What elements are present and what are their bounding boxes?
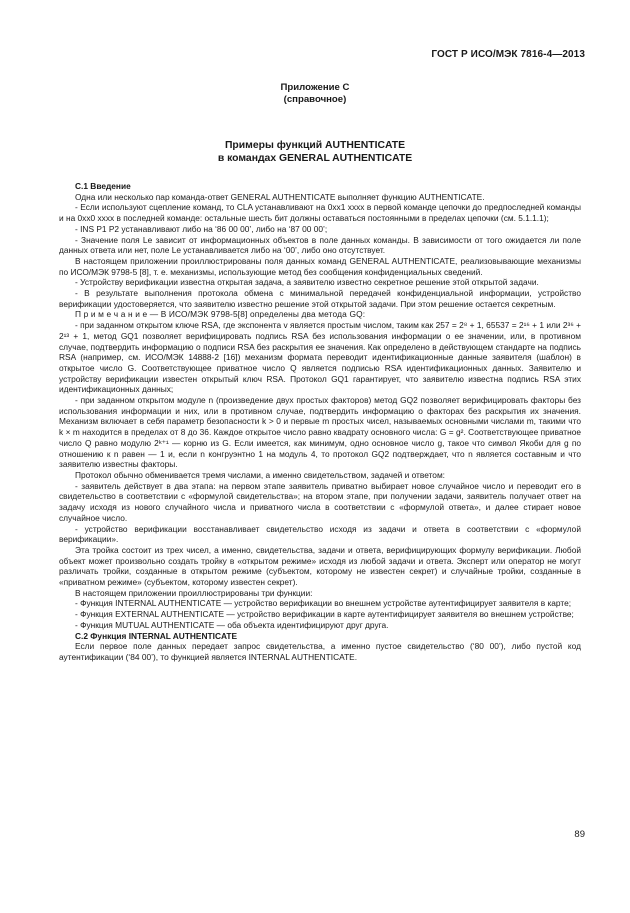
paragraph: В настоящем приложении проиллюстрированы поля данных команд GENERAL AUTHENTICATE, реализовывающие механизмы по ИСО/МЭК 9798-5 [8], т. е. механизмы, использующие метод без сообщения конфиденциальных сведений.	[59, 255, 581, 277]
paragraph: - Значение поля Le зависит от информационных объектов в поле данных команды. В зависимости от того ожидается ли поле данных ответа или нет, поле Le устанавливается либо на ‘00’, либо оно отсутствует.	[59, 234, 581, 256]
paragraph: - В результате выполнения протокола обмена с минимальной передачей конфиденциальной информации, устройство верификации удостоверяется, что заявителю известно решение этой открытой задачи. При этом решение остается секретным.	[59, 288, 581, 309]
paragraph: - Функция EXTERNAL AUTHENTICATE — устройство верификации в карте аутентифицирует заявителя во внешнем устройстве;	[75, 609, 574, 620]
paragraph: - заявитель действует в два этапа: на первом этапе заявитель приватно выбирает новое случайное число и переводит его в свидетельство в соответствии с «формулой свидетельства»; на втором этапе, при получении задачи, заявитель получает ответ на задачу исходя из нового случайного числа и приватного числа в соответствии с «формулой ответа», и далее стирает новое случайное число.	[59, 480, 581, 523]
note-paragraph: П р и м е ч а н и е — В ИСО/МЭК 9798-5[8] определены два метода GQ:	[75, 309, 366, 320]
paragraph: Одна или несколько пар команда-ответ GENERAL AUTHENTICATE выполняет функцию AUTHENTICATE.	[75, 191, 485, 202]
paragraph: - Устройству верификации известна открытая задача, а заявителю известно секретное решение этой открытой задачи.	[75, 277, 539, 288]
annex-title: Приложение С	[280, 82, 350, 93]
section-heading: С.1 Введение	[75, 181, 131, 191]
title-line-1: Примеры функций AUTHENTICATE	[224, 140, 406, 151]
standard-header: ГОСТ Р ИСО/МЭК 7816-4—2013	[431, 49, 585, 60]
paragraph: - INS P1 P2 устанавливают либо на ‘86 00 00’, либо на ‘87 00 00’;	[75, 223, 328, 234]
annex-subtitle: (справочное)	[283, 94, 347, 105]
document-body	[59, 181, 581, 663]
paragraph: - Функция INTERNAL AUTHENTICATE — устройство верификации во внешнем устройстве аутентифицирует заявителя в карте;	[75, 598, 572, 609]
paragraph: Если первое поле данных передает запрос свидетельства, а именно пустое свидетельство (‘80 00’), либо пустой код аутентификации (‘84 00’), то функцией является INTERNAL AUTHENTICATE.	[59, 641, 581, 662]
section-heading: С.2 Функция INTERNAL AUTHENTICATE	[75, 630, 238, 641]
annex-main-title	[0, 139, 630, 165]
paragraph: В настоящем приложении проиллюстрированы три функции:	[75, 587, 313, 598]
paragraph: Эта тройка состоит из трех чисел, а именно, свидетельства, задачи и ответа, верифицирующих формулу верификации. Любой объект может произвольно создать тройку в «открытом режиме» исходя из любой задачи и ответа. Эксперт или оператор не могут различать тройки, созданные в открытом режиме (субъектом, которому не известен секрет) и случайные тройки, созданные в «приватном режиме» (субъектом, которому известен секрет).	[59, 544, 581, 588]
paragraph: - Функция MUTUAL AUTHENTICATE — оба объекта идентифицируют друг друга.	[75, 619, 389, 630]
title-line-2: в командах GENERAL AUTHENTICATE	[217, 153, 413, 164]
annex-heading	[0, 82, 630, 106]
paragraph: - при заданном открытом ключе RSA, где экспонента v является простым числом, таким как 257 = 2⁸ + 1, 65537 = 2¹⁶ + 1 или 2³⁶ + 2¹³ + 1, метод GQ1 позволяет верифицировать подпись RSA без использования информации о ее значении, или, в противном случае, подтвердить информацию о подписи RSA без раскрытия ее значения. Как определено в действующем стандарте на подпись RSA (например, см. ИСО/МЭК 14888-2 [16]) механизм формата переводит идентификационные данные заявителя (шаблон) в открытое число G. Соответствующее приватное число Q является подписью RSA идентификационных данных. Заявителю и устройству верификации известен открытый ключ RSA. Протокол GQ1 гарантирует, что заявителю известна подпись RSA этих идентификационных данных;	[59, 320, 581, 395]
paragraph: Протокол обычно обменивается тремя числами, а именно свидетельством, задачей и ответом:	[75, 469, 445, 480]
page-number: 89	[574, 829, 585, 840]
paragraph: - устройство верификации восстанавливает свидетельство исходя из задачи и ответа в соответствии с «формулой верификации».	[59, 523, 581, 545]
paragraph: - при заданном открытом модуле n (произведение двух простых факторов) метод GQ2 позволяет верифицировать факторы без использования информации и них, или в противном случае, подтвердить информацию о факторах без раскрытия их значения. Механизм включает в себя параметр безопасности k > 0 и первые m простых чисел, называемых основными числами m, такими что k × m находится в пределах от 8 до 36. Каждое открытое число равно квадрату основного числа: G = g². Соответствующее приватное число Q равно модулю 2ᵏ⁺¹ — корню из G. Если имеется, как минимум, одно основное число g, такое что символ Якоби для g по отношению к n равен — 1 и, если n конгруэнтно 1 на модуль 4, то протокол GQ2 подтверждает, что n является составным и что заявителю известны факторы.	[59, 395, 581, 470]
paragraph: - Если используют сцепление команд, то CLA устанавливают на 0xx1 xxxx в первой команде цепочки до предпоследней команды и на 0xx0 xxxx в последней команде: остальные шесть бит должны оставаться постоянными в пределах цепочки (см. 5.1.1.1);	[59, 202, 581, 224]
